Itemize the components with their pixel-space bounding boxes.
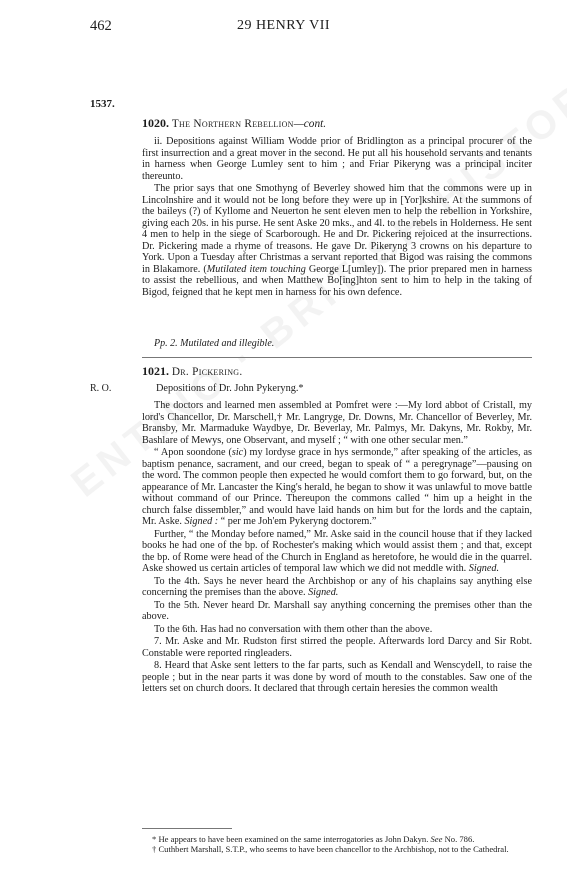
entry-1020-heading — [142, 116, 326, 131]
footnote-2: † Cuthbert Marshall, S.T.P., who seems to have been chancellor to the Archbishop, not to the Cathedral. — [152, 844, 509, 854]
running-title: 29 HENRY VII — [236, 18, 331, 33]
entry-1021-body — [142, 400, 532, 695]
para-2: “ Apon soondone (sic) my lordyse grace in hys sermonde,” after speaking of the articles, as baptism penance, sacrament, and our creed, began to speak of “ a peregrynage”—pausing on the word. The common people then expected he would comfort them to go forward, but, on the appearance of Mr. Lancaster the King's herald, he began to show it was unlawful to move battle without command of our Prince. Thereupon the commons called “ him up a height in the church false dissembler,” and would have laid hands on him but for the lords and the captain, Mr. Aske. Signed : “ per me Joh'em Pykeryng doctorem.” — [142, 447, 532, 527]
footnote-1: * He appears to have been examined on the same interrogatories as John Dakyn. See No. 786. — [152, 834, 475, 844]
footnotes — [142, 834, 532, 854]
entry-1020-pp-note: Pp. 2. Mutilated and illegible. — [154, 338, 275, 349]
para-6: To the 6th. Has had no conversation with them other than the above. — [154, 623, 433, 635]
entry-1020-suffix: —cont. — [293, 118, 327, 130]
entry-1021-title: Dr. Pickering. — [171, 366, 243, 378]
footnote-rule — [142, 828, 232, 829]
entry-1020-number: 1020. — [142, 116, 169, 130]
entry-1021-heading — [142, 364, 243, 379]
entry-1020-body — [142, 136, 532, 298]
para-4: To the 4th. Says he never heard the Archbishop or any of his chaplains say anything else concerning the premises than the above. Signed. — [142, 575, 532, 598]
entry-divider — [142, 357, 532, 358]
entry-1021-number: 1021. — [142, 364, 169, 378]
page-number: 462 — [90, 18, 112, 34]
para-prior: The prior says that one Smothyng of Beverley showed him that the commons were up in Lincolnshire and it would not be long before they were up in [Yor]kshire. At the summons of the baileys (?) of Kyllome and Neuerton he sent eleven men to help the rebellion in Yorkshire, giving each 20s. in his purse. He sent Aske 20 mks., and 4l. to the rebels in Holderness. He sent 4 men to help in the siege of Scarborough. He and Dr. Pickering rejoiced at the insurrections. Dr. Pickering made a rhyme of treasons. He gave Dr. Pikeryng 3 crowns on his departure to York. Upon a Tuesday after Christmas a servant reported that Bigod was raising the commons in Blakamore. (Mutilated item touching George L[umley]). The prior prepared men in harness to assist the rebellious, and when Matthew Bo[ing]hton sent to him to help in the taking of Bigod, feigned that he kept men in harness for his own defence. — [142, 183, 532, 298]
para-3: Further, “ the Monday before named,” Mr. Aske said in the council house that if they lacked books he had one of the bp. of Rochester's making which would assist them ; and that, except the bp. of Rome were head of the Church in England as heretofore, he would die in the quarrel. Aske showed us certain articles of temporal law which we did not meddle with. Signed. — [142, 528, 532, 574]
running-head — [0, 18, 567, 38]
para-ii: ii. Depositions against William Wodde prior of Bridlington as a principal procurer of the first insurrection and a great mover in the second. He put all his household servants and tenants in harness when George Lumley sent to him ; and Friar Pikeryng was a principal inciter thereunto. — [142, 136, 532, 182]
entry-1020-title: The Northern Rebellion — [171, 118, 294, 130]
para-5: To the 5th. Never heard Dr. Marshall say anything concerning the premises other than the above. — [142, 599, 532, 622]
para-1: The doctors and learned men assembled at Pomfret were :—My lord abbot of Cristall, my lord's Chancellor, Dr. Marschell,† Mr. Langryge, Dr. Downs, Mr. Chancellor of Beverley, Mr. Bransby, Mr. Marmaduke Waydbye, Dr. Beverlay, Mr. Palmys, Mr. Dakyns, Mr. Rokby, Mr. Bashlare of Mewys, one Observant, and myself ; “ with one other secular men.” — [142, 400, 532, 446]
source-label: R. O. — [90, 383, 112, 394]
year-label: 1537. — [90, 98, 115, 110]
para-8: 8. Heard that Aske sent letters to the far parts, such as Kendall and Wenscydell, to raise the people ; but in the near parts it was done by word of mouth to the constables. Saw one of the letters set on church doors. It declared that through certain heresies the common wealth — [142, 660, 532, 694]
entry-1021-subtitle: Depositions of Dr. John Pykeryng.* — [156, 383, 304, 394]
para-7: 7. Mr. Aske and Mr. Rudston first stirred the people. Afterwards lord Darcy and Sir Robt. Constable were reported ringleaders. — [142, 636, 532, 659]
